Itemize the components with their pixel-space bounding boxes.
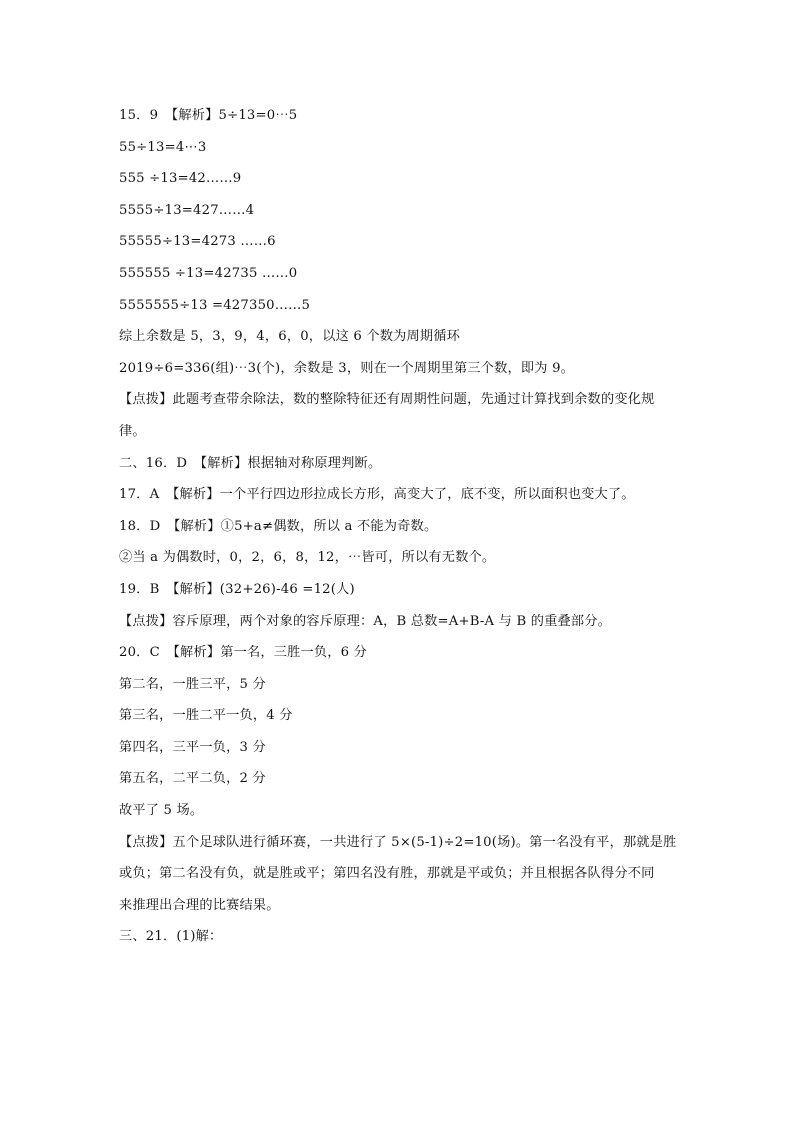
draws-conclusion: 故平了 5 场。 bbox=[119, 803, 204, 819]
tip-20-line-1: 【点拨】五个足球队进行循环赛，一共进行了 5×(5-1)÷2=10(场)。第一名没有平，那就是胜 bbox=[119, 834, 677, 850]
remainder-summary: 综上余数是 5，3，9，4，6，0，以这 6 个数为周期循环 bbox=[119, 329, 461, 345]
calc-line-6: 5555555÷13 =427350……5 bbox=[119, 297, 311, 313]
answer-21-header: 三、21．(1)解： bbox=[119, 929, 223, 945]
answer-20: 20．C 【解析】第一名，三胜一负，6 分 bbox=[119, 645, 368, 661]
answer-18-part-2: ②当 a 为偶数时，0，2，6，8，12，⋯皆可，所以有无数个。 bbox=[119, 550, 496, 566]
rank-5: 第五名，二平二负，2 分 bbox=[119, 771, 266, 787]
answer-18: 18．D 【解析】①5+a≠偶数，所以 a 不能为奇数。 bbox=[119, 518, 438, 534]
answer-16: 二、16．D 【解析】根据轴对称原理判断。 bbox=[119, 455, 382, 471]
period-calc: 2019÷6=336(组)⋯3(个)，余数是 3，则在一个周期里第三个数，即为 9。 bbox=[119, 360, 575, 376]
calc-line-1: 55÷13=4⋯3 bbox=[119, 139, 207, 155]
tip-20-line-3: 来推理出合理的比赛结果。 bbox=[119, 897, 280, 913]
answer-19: 19．B 【解析】(32+26)-46 =12(人) bbox=[119, 581, 355, 597]
rank-4: 第四名，三平一负，3 分 bbox=[119, 739, 266, 755]
tip-20-line-2: 或负；第二名没有负，就是胜或平；第四名没有胜，那就是平或负；并且根据各队得分不同 bbox=[119, 866, 655, 882]
calc-line-5: 555555 ÷13=42735 ……0 bbox=[119, 265, 298, 281]
calc-line-3: 5555÷13=427……4 bbox=[119, 202, 255, 218]
tip-19: 【点拨】容斥原理，两个对象的容斥原理：A，B 总数=A+B-A 与 B 的重叠部分。 bbox=[119, 613, 612, 629]
rank-2: 第二名，一胜三平，5 分 bbox=[119, 676, 266, 692]
calc-line-4: 55555÷13=4273 ……6 bbox=[119, 234, 276, 250]
answer-15-header: 15．9 【解析】5÷13=0⋯5 bbox=[119, 108, 298, 123]
tip-15-line-1: 【点拨】此题考查带余除法，数的整除特征还有周期性问题，先通过计算找到余数的变化规 bbox=[119, 392, 655, 408]
tip-15-line-2: 律。 bbox=[119, 423, 146, 439]
answer-17: 17．A 【解析】一个平行四边形拉成长方形，高变大了，底不变，所以面积也变大了。 bbox=[119, 487, 635, 503]
calc-line-2: 555 ÷13=42……9 bbox=[119, 171, 242, 187]
rank-3: 第三名，一胜二平一负，4 分 bbox=[119, 708, 293, 724]
document-page bbox=[119, 100, 689, 953]
